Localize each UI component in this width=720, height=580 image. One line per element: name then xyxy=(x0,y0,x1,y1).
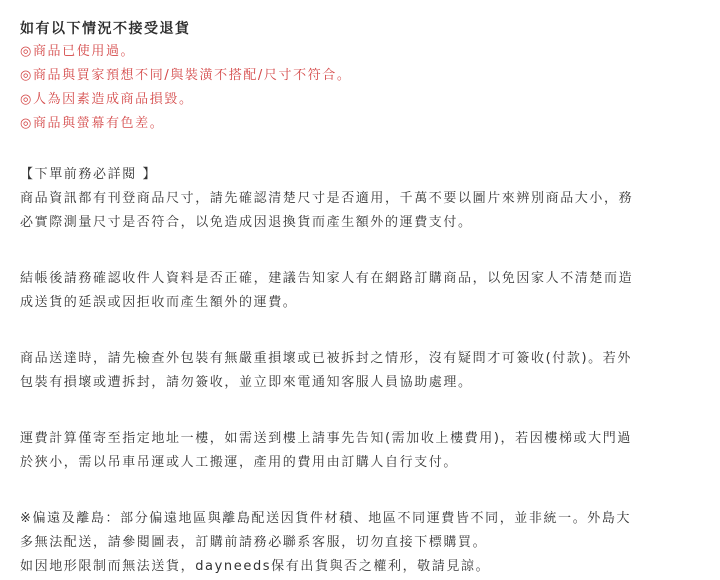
paragraph-line: 商品送達時，請先檢查外包裝有無嚴重損壞或已被拆封之情形，沒有疑問才可簽收(付款)。若外 xyxy=(20,351,632,366)
non-returnable-conditions-list xyxy=(20,40,700,136)
paragraph-gap xyxy=(20,475,700,507)
paragraph-gap xyxy=(20,235,700,267)
list-item: ◎商品與買家預想不同/與裝潢不搭配/尺寸不符合。 xyxy=(20,68,352,83)
paragraph-line: 如因地形限制而無法送貨，dayneeds保有出貨與否之權利，敬請見諒。 xyxy=(20,559,491,574)
return-policy-title: 如有以下情況不接受退貨 xyxy=(20,21,191,37)
list-item: ◎商品已使用過。 xyxy=(20,44,136,59)
notice-paragraph-delivery-check xyxy=(20,347,700,395)
paragraph-line: 商品資訊都有刊登商品尺寸，請先確認清楚尺寸是否適用，千萬不要以圖片來辨別商品大小，務 xyxy=(20,191,634,206)
paragraph-line: 運費計算僅寄至指定地址一樓，如需送到樓上請事先告知(需加收上樓費用)，若因樓梯或大門過 xyxy=(20,431,632,446)
notice-heading: 【下單前務必詳閱 】 xyxy=(20,167,158,182)
paragraph-line: 包裝有損壞或遭拆封，請勿簽收，並立即來電通知客服人員協助處理。 xyxy=(20,375,473,390)
notice-paragraph-shipping-fee xyxy=(20,427,700,475)
return-policy-document xyxy=(20,18,700,579)
paragraph-line: 結帳後請務確認收件人資料是否正確，建議告知家人有在網路訂購商品，以免因家人不清楚而造 xyxy=(20,271,634,286)
paragraph-line: 於狹小，需以吊車吊運或人工搬運，產用的費用由訂購人自行支付。 xyxy=(20,455,459,470)
paragraph-line: 必實際測量尺寸是否符合，以免造成因退換貨而產生額外的運費支付。 xyxy=(20,215,473,230)
paragraph-line: ※偏遠及離島：部分偏遠地區與離島配送因貨件材積、地區不同運費皆不同，並非統一。外島大 xyxy=(20,511,632,526)
list-item: ◎人為因素造成商品損毀。 xyxy=(20,92,194,107)
notice-paragraph-size xyxy=(20,187,700,235)
paragraph-line: 多無法配送，請參閱圖表，訂購前請務必聯系客服，切勿直接下標購買。 xyxy=(20,535,488,550)
paragraph-line: 成送貨的延誤或因拒收而產生額外的運費。 xyxy=(20,295,298,310)
notice-paragraph-remote-areas xyxy=(20,507,700,579)
notice-paragraph-recipient xyxy=(20,267,700,315)
list-item: ◎商品與螢幕有色差。 xyxy=(20,116,165,131)
paragraph-gap xyxy=(20,395,700,427)
paragraph-gap xyxy=(20,315,700,347)
